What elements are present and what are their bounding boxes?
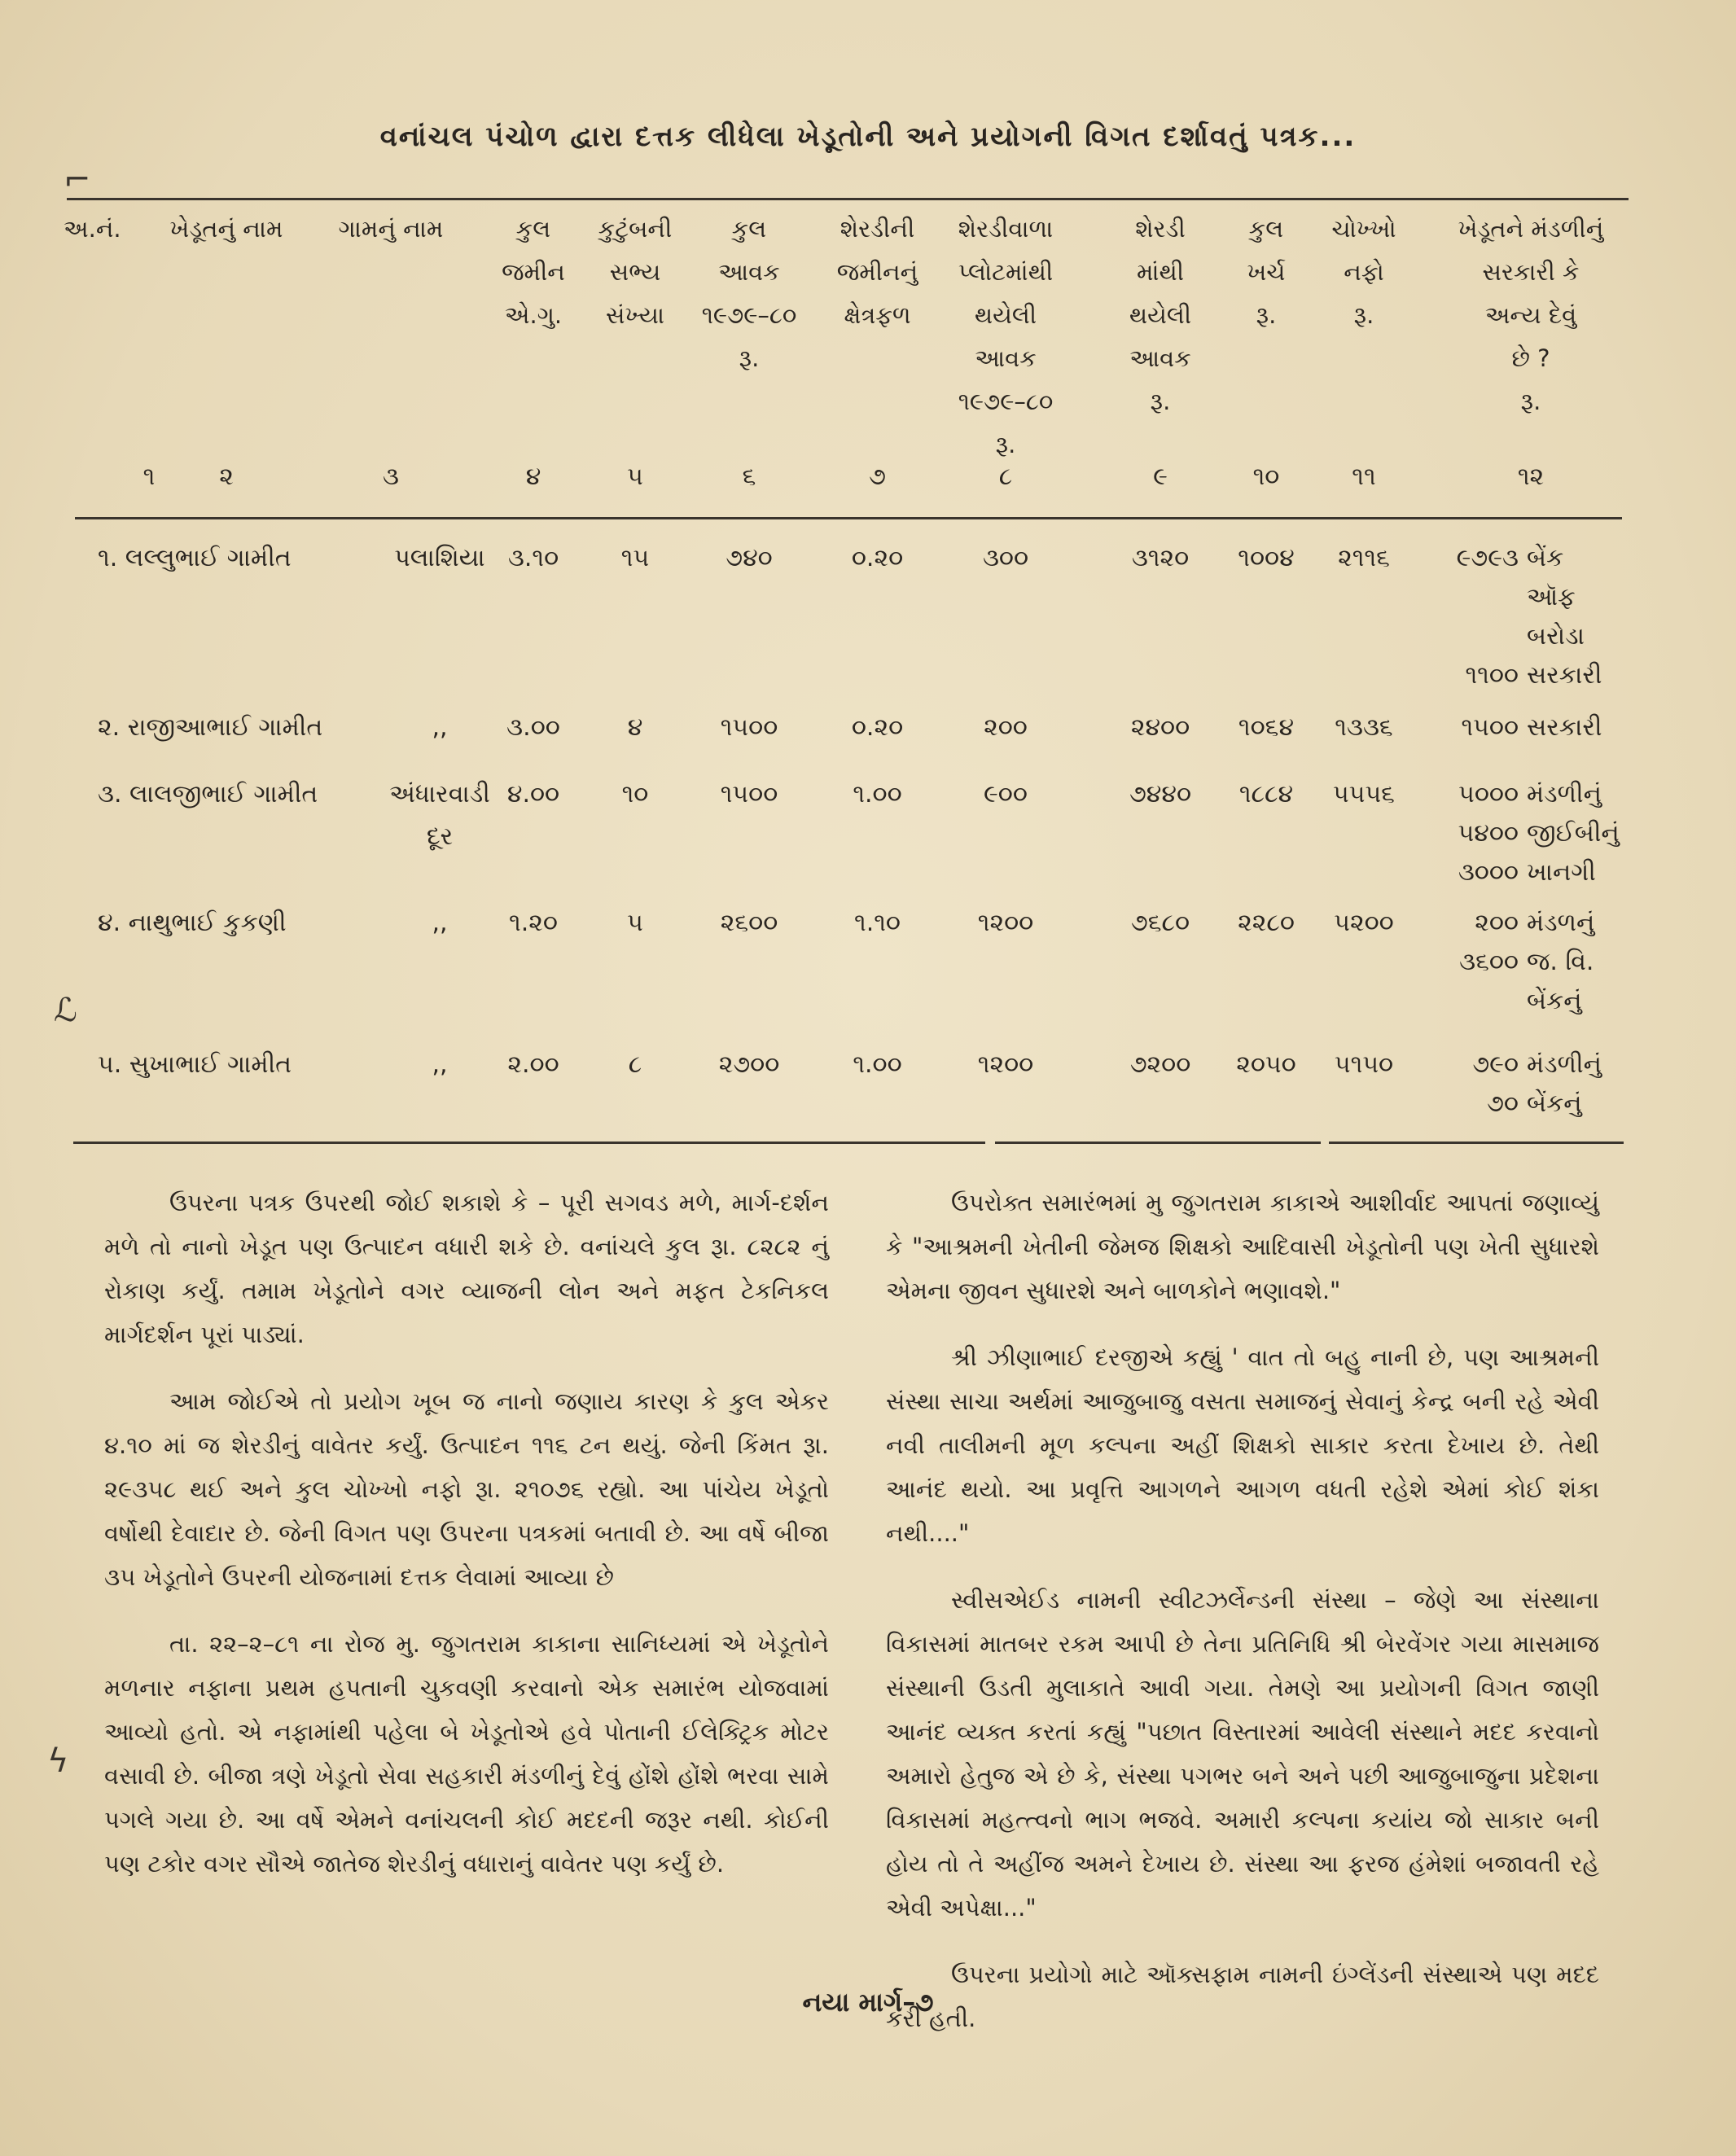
paragraph: સ્વીસએઈડ નામની સ્વીટઝર્લેન્ડની સંસ્થા – જેણે આ સંસ્થાના વિકાસમાં માતબર રકમ આપી છે તેના પ્રતિનિધિ શ્રી બેરવેંગર ગયા માસમાજ સંસ્થાની ઉડતી મુલાકાતે આવી ગયા. તેમણે આ પ્રયોગની વિગત જાણી આનંદ વ્યક્ત કરતાં કહ્યું "પછાત વિસ્તારમાં આવેલી સંસ્થાને મદદ કરવાનો અમારો હેતુજ એ છે કે, સંસ્થા પગભર બને અને પછી આજુબાજુના પ્રદેશના વિકાસમાં મહત્ત્વનો ભાગ ભજવે. અમારી કલ્પના કયાંય જો સાકાર બની હોય તો તે અહીંજ અમને દેખાય છે. સંસ્થા આ ફરજ હંમેશાં બજાવતી રહે એવી અપેક્ષા..." — [886, 1586, 1599, 1922]
members-cell: ૧૫ — [620, 544, 650, 572]
income-cell: ૭૪૦ — [726, 544, 773, 572]
paragraph: ઉપરોક્ત સમારંભમાં મુ જુગતરામ કાકાએ આશીર્વાદ આપતાં જણાવ્યું કે "આશ્રમની ખેતીની જેમજ શિક્ષકો આદિવાસી ખેડૂતોની પણ ખેતી સુધારશે એમના જીવન સુધારશે અને બાળકોને ભણાવશે." — [886, 1189, 1599, 1304]
column-number: ૮ — [998, 462, 1013, 491]
debt-amount: ૧૧૦૦ — [1465, 661, 1519, 690]
members-cell: ૧૦ — [621, 780, 649, 808]
village-name: ,, — [432, 909, 448, 937]
debt-lender: બેંક — [1527, 544, 1564, 572]
debt-lender: ઑફ — [1527, 583, 1576, 611]
income-cell: ૨૭૦૦ — [718, 1050, 780, 1079]
debt-amount: ૯૭૯૩ — [1456, 544, 1519, 572]
margin-mark: ⌐ — [64, 161, 91, 199]
paragraph: ઉપરના પત્રક ઉપરથી જોઈ શકાશે કે – પૂરી સગવડ મળે, માર્ગ-દર્શન મળે તો નાનો ખેડૂત પણ ઉત્પાદન વધારી શકે છે. વનાંચલે કુલ રૂા. ૮૨૮૨ નું રોકાણ કર્યું. તમામ ખેડૂતોને વગર વ્યાજની લોન અને મફત ટેકનિકલ માર્ગદર્શન પૂરાં પાડ્યાં. — [104, 1189, 829, 1348]
sugarcane-area-cell: ૦.૨૦ — [851, 544, 904, 572]
sugarcane-income-cell: ૭૨૦૦ — [1129, 1050, 1191, 1079]
village-name: પલાશિયા — [394, 544, 485, 572]
debt-lender: બેંકનું — [1527, 987, 1582, 1015]
profit-cell: ૫૧૫૦ — [1334, 1050, 1394, 1079]
income-cell: ૨૬૦૦ — [720, 909, 778, 937]
debt-lender: ખાનગી — [1527, 858, 1596, 887]
column-number: ૧૧ — [1352, 462, 1376, 491]
sugarcane-area-cell: ૧.૧૦ — [854, 909, 901, 937]
table-bottom-rule — [1329, 1142, 1624, 1144]
sugarcane-area-cell: ૦.૨૦ — [851, 713, 904, 742]
column-number: ૯ — [1153, 462, 1168, 491]
column-header: કુલ જમીન એ.ગુ. — [502, 215, 565, 329]
page-title: વનાંચલ પંચોળ દ્વારા દત્તક લીધેલા ખેડૂતોની અને પ્રયોગની વિગત દર્શાવતું પત્રક... — [379, 121, 1357, 153]
column-header: શેરડી માંથી થયેલી આવક રૂ. — [1129, 215, 1192, 415]
column-number: ૩ — [383, 462, 399, 491]
column-header: ગામનું નામ — [338, 215, 444, 243]
paragraph: આમ જોઈએ તો પ્રયોગ ખૂબ જ નાનો જણાય કારણ કે કુલ એકર ૪.૧૦ માં જ શેરડીનું વાવેતર કર્યું. ઉત્પાદન ૧૧૬ ટન થયું. જેની કિંમત રૂા. ૨૯૩૫૮ થઈ અને કુલ ચોખ્ખો નફો રૂા. ૨૧૦૭૬ રહ્યો. આ પાંચેય ખેડૂતો વર્ષોથી દેવાદાર છે. જેની વિગત પણ ઉપરના પત્રકમાં બતાવી છે. આ વર્ષે બીજા ૩૫ ખેડૂતોને ઉપરની યોજનામાં દત્તક લેવામાં આવ્યા છે — [104, 1387, 829, 1591]
column-header: શેરડીવાળા પ્લોટમાંથી થયેલી આવક ૧૯૭૯–૮૦ રૂ. — [958, 215, 1054, 458]
village-name: અંધારવાડી દૂર — [389, 780, 490, 851]
debt-lender: બરોડા — [1527, 622, 1585, 651]
members-cell: ૫ — [627, 909, 643, 937]
debt-amount: ૩૬૦૦ — [1459, 948, 1519, 976]
members-cell: ૮ — [628, 1050, 642, 1079]
land-cell: ૪.૦૦ — [506, 780, 560, 808]
column-header: અ.નં. — [64, 215, 121, 243]
profit-cell: ૨૧૧૬ — [1338, 544, 1390, 572]
right-text-column — [886, 1181, 1599, 2063]
profit-cell: ૫૨૦૦ — [1334, 909, 1394, 937]
column-number: ૧૨ — [1517, 462, 1545, 491]
sugarcane-income-cell: ૭૪૪૦ — [1129, 780, 1192, 808]
plot-income-cell: ૨૦૦ — [984, 713, 1028, 742]
column-number: ૧૦ — [1252, 462, 1280, 491]
column-header: ચોખ્ખો નફો રૂ. — [1331, 215, 1396, 329]
debt-lender: મંડળનું — [1527, 909, 1595, 937]
margin-mark: ℒ — [54, 992, 77, 1029]
column-number: ૫ — [627, 462, 643, 491]
land-cell: ૩.૧૦ — [507, 544, 559, 572]
sugarcane-income-cell: ૨૪૦૦ — [1130, 713, 1190, 742]
debt-amount: ૭૯૦ — [1472, 1050, 1519, 1079]
debt-amount: ૭૦ — [1487, 1089, 1519, 1118]
column-header: કુલ આવક ૧૯૭૯–૮૦ રૂ. — [701, 215, 797, 372]
margin-mark: ϟ — [47, 1742, 69, 1780]
income-cell: ૧૫૦૦ — [720, 713, 778, 742]
expense-cell: ૨૦૫૦ — [1236, 1050, 1296, 1079]
debt-amount: ૨૦૦ — [1475, 909, 1519, 937]
paragraph: તા. ૨૨–૨–૮૧ ના રોજ મુ. જુગતરામ કાકાના સાનિધ્યમાં એ ખેડૂતોને મળનાર નફાના પ્રથમ હપતાની ચુકવણી કરવાનો એક સમારંભ યોજવામાં આવ્યો હતો. એ નફામાંથી પહેલા બે ખેડૂતોએ હવે પોતાની ઈલેક્ટ્રિક મોટર વસાવી છે. બીજા ત્રણે ખેડૂતો સેવા સહકારી મંડળીનું દેવું હોંશે હોંશે ભરવા સામે પગલે ગયા છે. આ વર્ષે એમને વનાંચલની કોઈ મદદની જરૂર નથી. કોઈની પણ ટકોર વગર સૌએ જાતેજ શેરડીનું વધારાનું વાવેતર પણ કર્યું છે. — [104, 1630, 829, 1878]
table-top-rule — [67, 198, 1629, 200]
page-footer: નયા માર્ગ–૭ — [802, 1987, 934, 2018]
sugarcane-area-cell: ૧.૦૦ — [853, 780, 902, 808]
column-header: ખેડૂતને મંડળીનું સરકારી કે અન્ય દેવું છે ? રૂ. — [1458, 215, 1604, 415]
header-bottom-rule — [75, 517, 1622, 519]
debt-amount: ૧૫૦૦ — [1461, 713, 1519, 742]
land-cell: ૨.૦૦ — [507, 1050, 559, 1079]
farmer-name: ૩. લાલજીભાઈ ગામીત — [98, 780, 318, 808]
left-text-column — [104, 1181, 829, 1908]
expense-cell: ૧૮૮૪ — [1238, 780, 1294, 808]
column-number: ૧ — [142, 462, 156, 491]
farmer-name: ૫. સુખાભાઈ ગામીત — [98, 1050, 292, 1079]
expense-cell: ૨૨૮૦ — [1238, 909, 1295, 937]
plot-income-cell: ૧૨૦૦ — [977, 1050, 1034, 1079]
debt-amount: ૩૦૦૦ — [1458, 858, 1519, 887]
debt-lender: બેંકનું — [1527, 1089, 1582, 1118]
paragraph: શ્રી ઝીણાભાઈ દરજીએ કહ્યું ' વાત તો બહુ નાની છે, પણ આશ્રમની સંસ્થા સાચા અર્થમાં આજુબાજુ વસતા સમાજનું સેવાનું કેન્દ્ર બની રહે એવી નવી તાલીમની મૂળ કલ્પના અહીં શિક્ષકો સાકાર કરતા દેખાય છે. તેથી આનંદ થયો. આ પ્રવૃત્તિ આગળને આગળ વધતી રહેશે એમાં કોઈ શંકા નથી...." — [886, 1343, 1599, 1547]
debt-lender: જીઈબીનું — [1527, 819, 1620, 848]
farmer-name: ૪. નાથુભાઈ કુકણી — [98, 909, 287, 937]
farmer-name: ૨. રાજીઆભાઈ ગામીત — [98, 713, 323, 742]
column-number: ૬ — [742, 462, 756, 491]
sugarcane-area-cell: ૧.૦૦ — [853, 1050, 902, 1079]
column-header: ખેડૂતનું નામ — [169, 215, 283, 243]
debt-amount: ૫૦૦૦ — [1458, 780, 1519, 808]
income-cell: ૧૫૦૦ — [720, 780, 778, 808]
paragraph: ઉપરના પ્રયોગો માટે ઑક્સફામ નામની ઇંગ્લેંડની સંસ્થાએ પણ મદદ કરી હતી. — [886, 1961, 1599, 2032]
debt-lender: સરકારી — [1527, 661, 1602, 690]
column-number: ૨ — [219, 462, 234, 491]
debt-amount: ૫૪૦૦ — [1458, 819, 1519, 848]
debt-lender: મંડળીનું — [1527, 1050, 1602, 1079]
debt-lender: જ. વિ. — [1527, 948, 1594, 976]
column-header: શેરડીની જમીનનું ક્ષેત્રફળ — [836, 215, 918, 329]
members-cell: ૪ — [627, 713, 643, 742]
debt-lender: સરકારી — [1527, 713, 1602, 742]
village-name: ,, — [432, 1050, 448, 1079]
plot-income-cell: ૯૦૦ — [984, 780, 1028, 808]
debt-lender: મંડળીનું — [1527, 780, 1602, 808]
land-cell: ૧.૨૦ — [509, 909, 558, 937]
plot-income-cell: ૧૨૦૦ — [977, 909, 1034, 937]
land-cell: ૩.૦૦ — [506, 713, 560, 742]
expense-cell: ૧૦૬૪ — [1238, 713, 1295, 742]
plot-income-cell: ૩૦૦ — [982, 544, 1029, 572]
table-bottom-rule — [995, 1142, 1321, 1144]
profit-cell: ૫૫૫૬ — [1333, 780, 1395, 808]
expense-cell: ૧૦૦૪ — [1238, 544, 1295, 572]
column-header: કુટુંબની સભ્ય સંખ્યા — [598, 215, 673, 329]
column-header: કુલ ખર્ચ રૂ. — [1247, 215, 1286, 329]
farmer-name: ૧. લલ્લુભાઈ ગામીત — [98, 544, 292, 572]
column-number: ૪ — [525, 462, 541, 491]
column-number: ૭ — [869, 462, 886, 491]
sugarcane-income-cell: ૩૧૨૦ — [1131, 544, 1190, 572]
table-bottom-rule — [73, 1142, 985, 1144]
village-name: ,, — [432, 713, 448, 742]
sugarcane-income-cell: ૭૬૮૦ — [1130, 909, 1190, 937]
profit-cell: ૧૩૩૬ — [1335, 713, 1393, 742]
